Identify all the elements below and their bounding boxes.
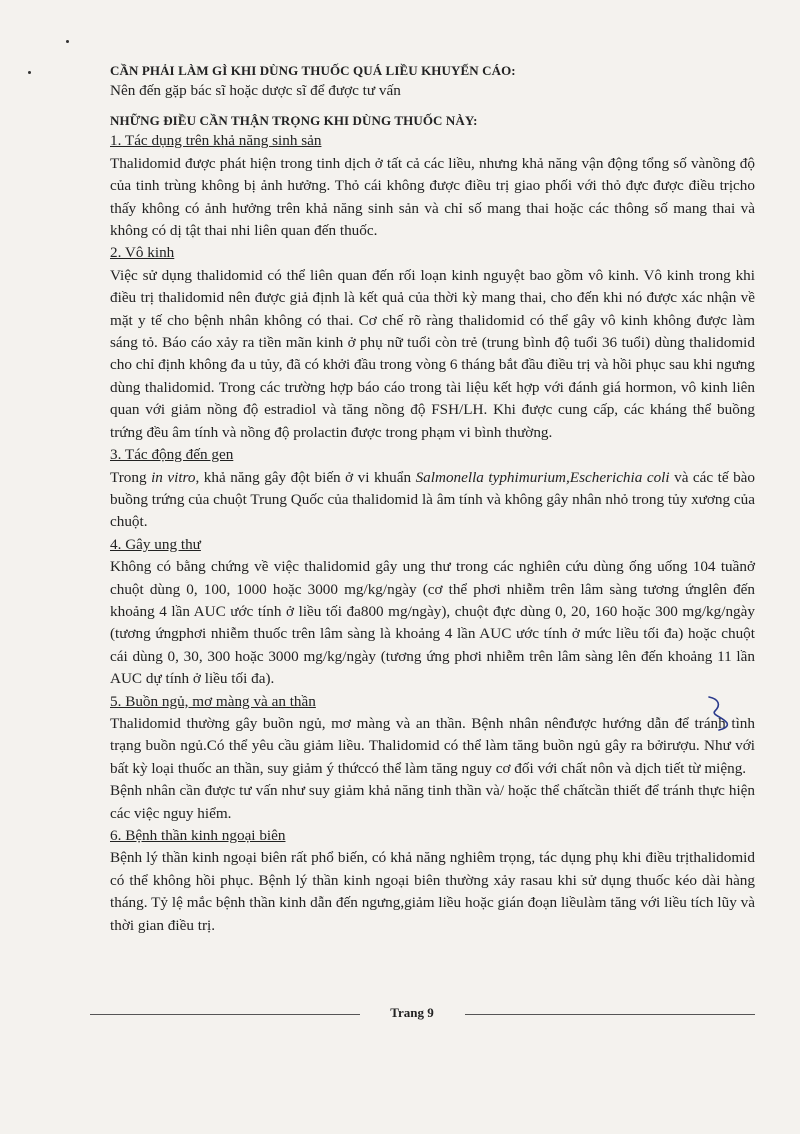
page-footer [110,1005,755,1025]
section-text-carcinogenicity: Không có bằng chứng về việc thalidomid gây ung thư trong các nghiên cứu dùng ống uống 104 tuầnở chuột dùng 0, 100, 1000 hoặc 3000 mg/kg/ngày (cơ thể phơi nhiễm trên lâm sàng tương ứnglên đến khoảng 4 lần AUC ước tính ở liều tối đa800 mg/ngày), chuột đực dùng 0, 20, 160 hoặc 300 mg/kg/ngày (tương ứngphơi nhiễm thuốc trên lâm sàng là khoảng 4 lần AUC ước tính ở mức liều tối đa) hoặc chuột cái dùng 0, 30, 300 hoặc 3000 mg/kg/ngày (tương ứng phơi nhiễm trên lâm sàng lên đến khoảng 11 lần AUC dự tính ở liều tối đa). [110,558,755,688]
section-text-drowsiness: Thalidomid thường gây buồn ngủ, mơ màng và an thần. Bệnh nhân nênđược hướng dẫn để tránh tình trạng buồn ngủ.Có thể yêu cầu giảm liều. Thalidomid có thể làm tăng buồn ngủ gây ra bởirượu. Như với bất kỳ loại thuốc an thần, suy giảm ý thứccó thể làm tăng nguy cơ đối với chất nôn và dịch tiết từ miệng. [110,714,755,777]
overdose-heading: CẦN PHẢI LÀM GÌ KHI DÙNG THUỐC QUÁ LIỀU KHUYẾN CÁO: [110,63,516,78]
footer-rule-left [90,1014,360,1015]
section-title-drowsiness: 5. Buồn ngủ, mơ màng và an thần [110,692,316,710]
page-number: Trang 9 [390,1005,434,1020]
section-title-amenorrhea: 2. Vô kinh [110,244,175,262]
footer-rule-right [465,1014,755,1015]
section-title-carcinogenicity: 4. Gây ung thư [110,535,201,553]
section-title-neuropathy: 6. Bệnh thần kinh ngoại biên [110,827,286,844]
pen-mark-icon [705,693,735,733]
section-text-neuropathy: Bệnh lý thần kinh ngoại biên rất phổ biến, có khả năng nghiêm trọng, tác dụng phụ khi điều trịthalidomid có thể không hồi phục. Bệnh lý thần kinh ngoại biên thường xảy rasau khi sử dụng thuốc kéo dài hàng tháng. Tỷ lệ mắc bệnh thần kinh dẫn đến ngưng,giảm liều hoặc gián đoạn liềulàm tăng với liều tích lũy và thời gian điều trị. [110,849,755,934]
section-title-genetic: 3. Tác động đến gen [110,446,234,464]
section-text-genetic: Trong in vitro, khả năng gây đột biến ở vi khuẩn Salmonella typhimurium,Escherichia coli và các tế bào buồng trứng của chuột Trung Quốc của thalidomid là âm tính và không gây nhân nhỏ trong tủy xương của chuột. [110,468,755,531]
section-text-fertility: Thalidomid được phát hiện trong tinh dịch ở tất cả các liều, nhưng khả năng vận động tổng số vànồng độ của tinh trùng không bị ảnh hưởng. Thỏ cái không được điều trị giao phối với thỏ đực được điều trịcho thấy không có ảnh hưởng trên khả năng sinh sản và chỉ số mang thai hoặc các thông số mang thai và không có dị tật thai nhi liên quan đến thuốc. [110,154,755,240]
italic-term: in vitro [151,468,196,486]
document-body [110,62,755,937]
section-title-fertility: 1. Tác dụng trên khả năng sinh sản [110,132,322,150]
italic-species: Salmonella typhimurium,Escherichia coli [415,468,670,486]
overdose-text: Nên đến gặp bác sĩ hoặc dược sĩ để được tư vấn [110,82,401,99]
section-text-amenorrhea: Việc sử dụng thalidomid có thể liên quan đến rối loạn kinh nguyệt bao gồm vô kinh. Vô kinh trong khi điều trị thalidomid nên được giả định là kết quả của thời kỳ mang thai, cho đến khi nó được xác nhận về mặt y tế cho bệnh nhân không có thai. Cơ chế rõ ràng thalidomid có thể gây vô kinh không được làm sáng tỏ. Báo cáo xảy ra tiền mãn kinh ở phụ nữ tuổi còn trẻ (trung bình độ tuổi 36 tuổi) dùng thalidomid cho chỉ định không đa u tủy, đã có khởi đầu trong vòng 6 tháng bắt đầu điều trị và hồi phục sau khi ngưng dùng thalidomid. Trong các trường hợp báo cáo trong tài liệu kết hợp với đánh giá hormon, vô kinh liên quan với giảm nồng độ estradiol và tăng nồng độ FSH/LH. Khi được cung cấp, các kháng thể buồng trứng đều âm tính và nồng độ prolactin được trong phạm vi bình thường. [110,266,755,441]
scan-speck [66,40,69,43]
cautions-heading: NHỮNG ĐIỀU CẦN THẬN TRỌNG KHI DÙNG THUỐC NÀY: [110,113,478,129]
scan-speck [28,71,31,74]
section-text-drowsiness-advice: Bệnh nhân cần được tư vấn như suy giảm khả năng tinh thần và/ hoặc thể chấtcần thiết để tránh thực hiện các việc nguy hiểm. [110,782,755,822]
